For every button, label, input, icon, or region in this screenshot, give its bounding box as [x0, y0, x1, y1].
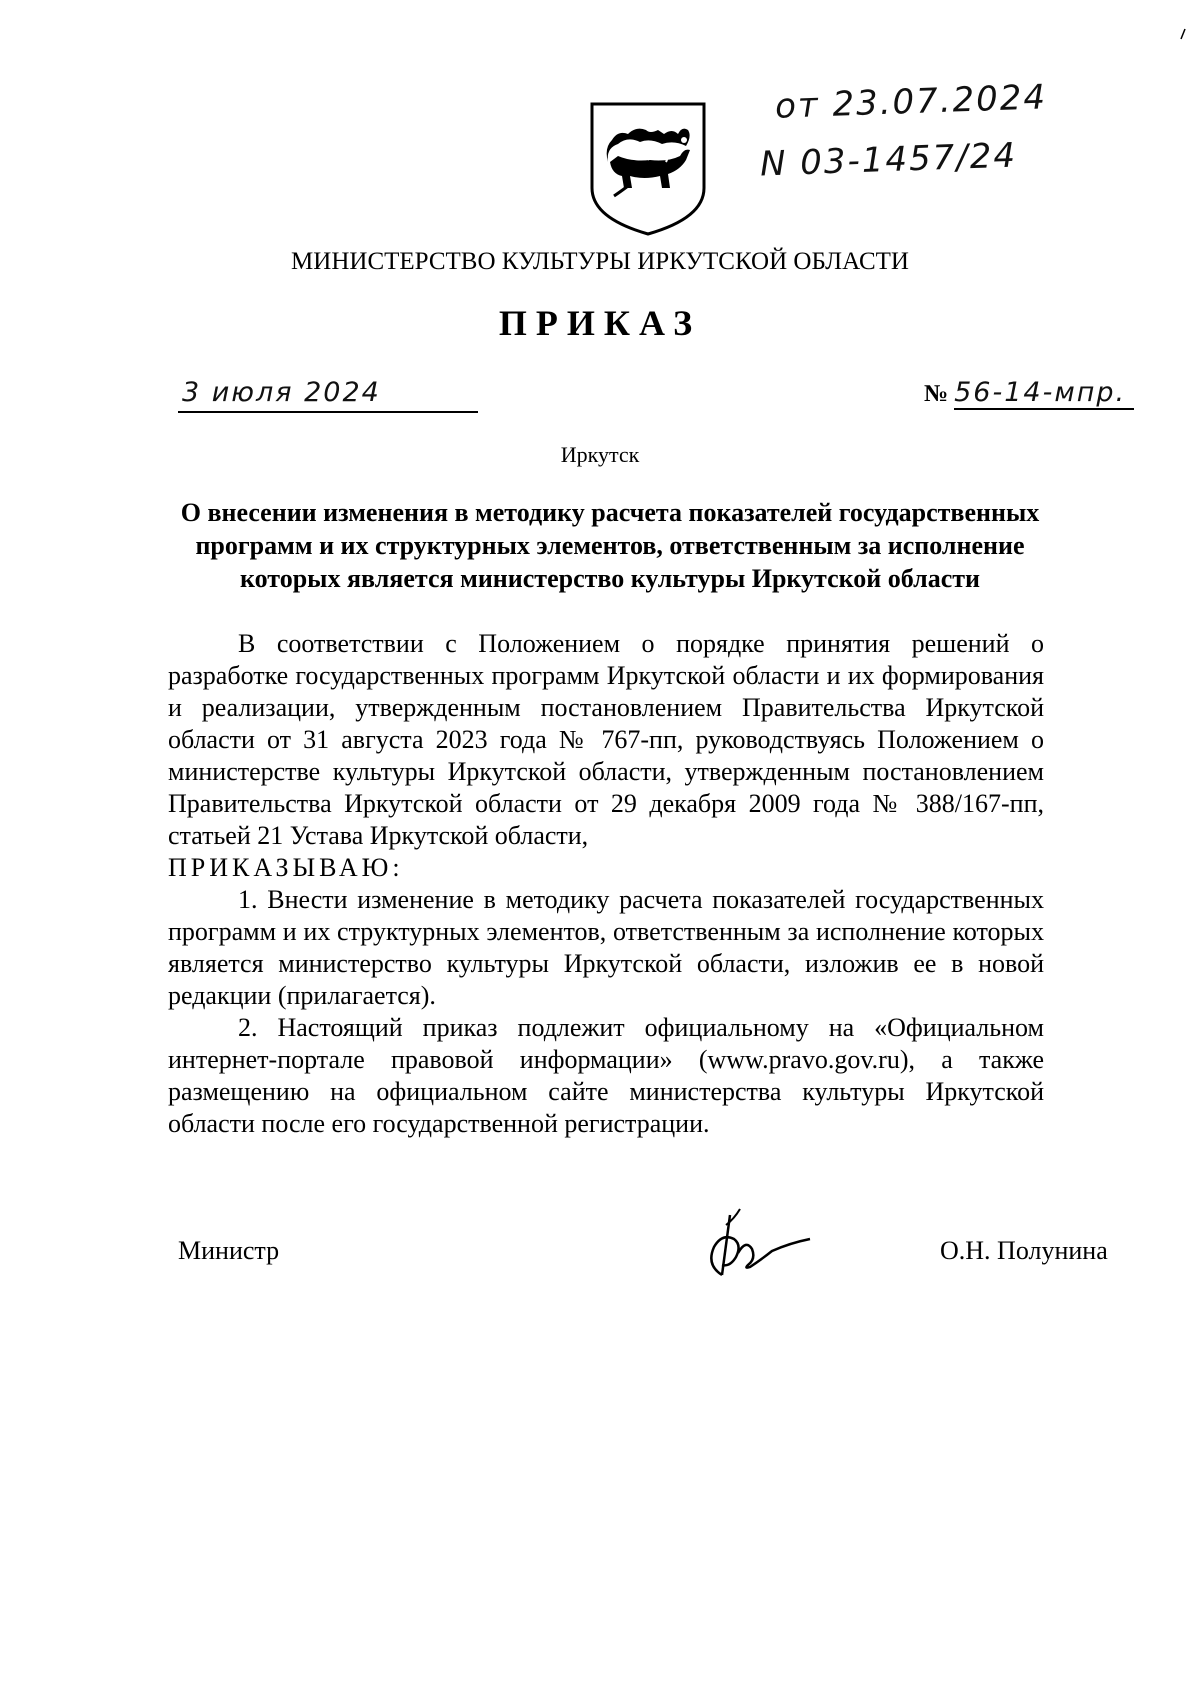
number-sign: № — [924, 381, 949, 407]
ministry-name: МИНИСТЕРСТВО КУЛЬТУРЫ ИРКУТСКОЙ ОБЛАСТИ — [291, 248, 909, 275]
signer-position: Министр — [178, 1236, 280, 1265]
document-title: ПРИКАЗ — [498, 303, 702, 343]
document-subject: О внесении изменения в методику расчета показателей государственных программ и их структурных элементов, ответственным за исполнение которых является министерство культуры Иркутской области — [180, 498, 1040, 593]
handwritten-signature — [700, 1195, 820, 1285]
signer-name: О.Н. Полунина — [940, 1236, 1108, 1265]
registration-date: от 23.07.2024 — [774, 77, 1048, 127]
city: Иркутск — [560, 442, 640, 467]
scan-mark — [1180, 28, 1186, 40]
registration-number: N 03-1457/24 — [759, 135, 1018, 185]
order-number-block — [924, 377, 1134, 410]
order-item: 1. Внести изменение в методику расчета показателей государственных программ и их структурных элементов, ответственным за исполнение которых является министерство культуры Иркутской области, изложив ее в новой редакции (прилагается). — [168, 885, 1044, 1010]
order-date: 3 июля 2024 — [178, 377, 478, 413]
order-word: ПРИКАЗЫВАЮ: — [168, 853, 404, 882]
order-item: 2. Настоящий приказ подлежит официальному на «Официальном интернет-портале правовой информации» (www.pravo.gov.ru), а также размещению на официальном сайте министерства культуры Иркутской области после его государственной регистрации. — [168, 1013, 1044, 1138]
document-body — [168, 628, 1044, 1140]
preamble: В соответствии с Положением о порядке принятия решений о разработке государственных программ Иркутской области и их формирования и реализации, утвержденным постановлением Правительства Иркутской области от 31 августа 2023 года № 767-пп, руководствуясь Положением о министерстве культуры Иркутской области, утвержденным постановлением Правительства Иркутской области от 29 декабря 2009 года № 388/167-пп, статьей 21 Устава Иркутской области, — [168, 629, 1044, 850]
coat-of-arms-icon — [588, 100, 708, 238]
order-number: 56-14-мпр. — [954, 377, 1134, 410]
